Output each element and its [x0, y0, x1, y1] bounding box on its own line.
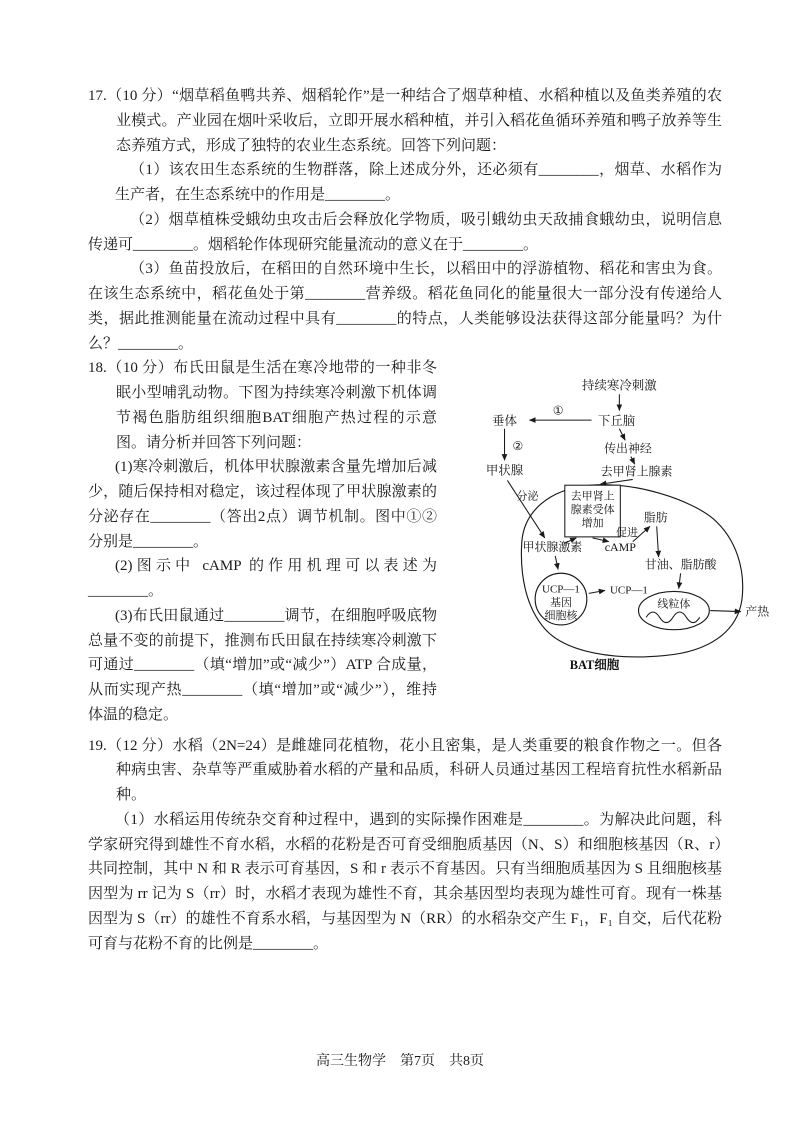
receptor-label-line3: 增加: [581, 517, 604, 530]
q17-sub2: （2）烟草植株受蛾幼虫攻击后会释放化学物质，吸引蛾幼虫天敌捕食蛾幼虫，说明信息传递可________。烟稻轮作体现研究能量流动的意义在于________。: [88, 211, 722, 253]
q17-intro: 17.（10 分）“烟草稻鱼鸭共养、烟稻轮作”是一种结合了烟草种植、水稻种植以及鱼类养殖的农业模式。产业园在烟叶采收后，立即开展水稻种植，并引入稻花鱼循环养殖和鸭子放养等生态养殖方式，形成了独特的农业生态系统。回答下列问题：: [88, 88, 722, 154]
thyroid-label: 甲状腺: [485, 463, 524, 478]
ucp1-gene-label-line1: UCP—1: [542, 583, 580, 596]
page-footer: 高三生物学 第7页 共8页: [316, 1054, 484, 1069]
mitochondrion-shape: [639, 592, 710, 630]
q18-sub3: (3)布氏田鼠通过________调节，在细胞呼吸底物总量不变的前提下，推测布氏田鼠在持续寒冷刺激下可通过________（填“增加”或“减少”）ATP 合成量，从而实现产热________（填“增加”或“减少”），维持体温的稳定。: [88, 607, 437, 723]
page-content: [88, 84, 770, 956]
ucp1-protein-label: UCP—1: [609, 584, 648, 597]
q19-sub1: （1）水稻运用传统杂交育种过程中，遇到的实际操作困难是________。为解决此问题，科学家研究得到雄性不育水稻，水稻的花粉是否可育受细胞质基因（N、S）和细胞核基因（R、r）共同控制，其中 N 和 R 表示可育基因，S 和 r 表示不育基因。只有当细胞质基因为 S 且细胞核基因型为 rr 记为 S（rr）时，水稻才表现为雄性不育，其余基因型均表现为雄性可育。现有一株基因型为 S（rr）的雄性不育系水稻，与基因型为 N（RR）的水稻杂交产生 F₁，F₁ 自交，后代花粉可育与花粉不育的比例是________。: [88, 811, 722, 952]
efferent-nerve-label: 传出神经: [604, 441, 652, 456]
heat-label: 产热: [745, 604, 770, 619]
receptor-label-line1: 去甲肾上: [570, 490, 615, 503]
glycerol-fatty-acid-label: 甘油、脂肪酸: [644, 557, 717, 572]
bat-cell-label: BAT细胞: [569, 658, 620, 673]
q17-sub1: （1）该农田生态系统的生物群落，除上述成分外，还必须有________，烟草、水稻作为生产者，在生态系统中的作用是________。: [115, 162, 722, 203]
pituitary-label: 垂体: [492, 414, 517, 429]
thyroid-hormone-label: 甲状腺激素: [522, 540, 583, 555]
question-18: [88, 356, 770, 727]
circled-2-label: ②: [512, 439, 524, 454]
camp-label: cAMP: [604, 540, 636, 555]
bat-cell-diagram-svg: [449, 378, 784, 684]
norepinephrine-label: 去甲肾上腺素: [600, 464, 673, 479]
receptor-label-line2: 腺素受体: [570, 504, 615, 517]
q18-sub1: (1)寒冷刺激后，机体甲状腺激素含量先增加后减少，随后保持相对稳定，该过程体现了甲状腺激素的分泌存在________（答出2点）调节机制。图中①②分别是________。: [88, 459, 437, 550]
fat-label: 脂肪: [643, 510, 668, 525]
question-19: [88, 734, 722, 957]
q18-sub2: (2)图示中 cAMP 的作用机理可以表述为________。: [88, 558, 437, 599]
promote-label: 促进: [616, 527, 639, 540]
receptor-box: [565, 485, 621, 537]
q17-sub3: （3）鱼苗投放后，在稻田的自然环境中生长，以稻田中的浮游植物、稻花和害虫为食。在该生态系统中，稻花鱼处于第________营养级。稻花鱼同化的能量很大一部分没有传递给人类，据此推测能量在流动过程中具有________的特点，人类能够设法获得这部分能量吗？为什么？________。: [88, 261, 722, 352]
hypothalamus-label: 下丘脑: [597, 414, 636, 429]
mitochondria-label: 线粒体: [657, 598, 691, 611]
question-17: [88, 84, 722, 356]
bat-cell-diagram: [449, 378, 784, 684]
secrete-label: 分泌: [516, 490, 539, 503]
nucleus-label: 细胞核: [544, 610, 578, 623]
ucp1-gene-label-line2: 基因: [549, 597, 572, 610]
stimulus-label: 持续寒冷刺激: [582, 378, 657, 393]
nucleus-shape: [535, 574, 587, 626]
q18-intro: 18.（10 分）布氏田鼠是生活在寒冷地带的一种非冬眠小型哺乳动物。下图为持续寒冷刺激下机体调节褐色脂肪组织细胞BAT细胞产热过程的示意图。请分析并回答下列问题：: [88, 360, 437, 451]
circled-1-label: ①: [552, 403, 564, 418]
q19-intro: 19.（12 分）水稻（2N=24）是雌雄同花植物，花小且密集，是人类重要的粮食作物之一。但各种病虫害、杂草等严重威胁着水稻的产量和品质，科研人员通过基因工程培育抗性水稻新品种。: [88, 737, 722, 803]
